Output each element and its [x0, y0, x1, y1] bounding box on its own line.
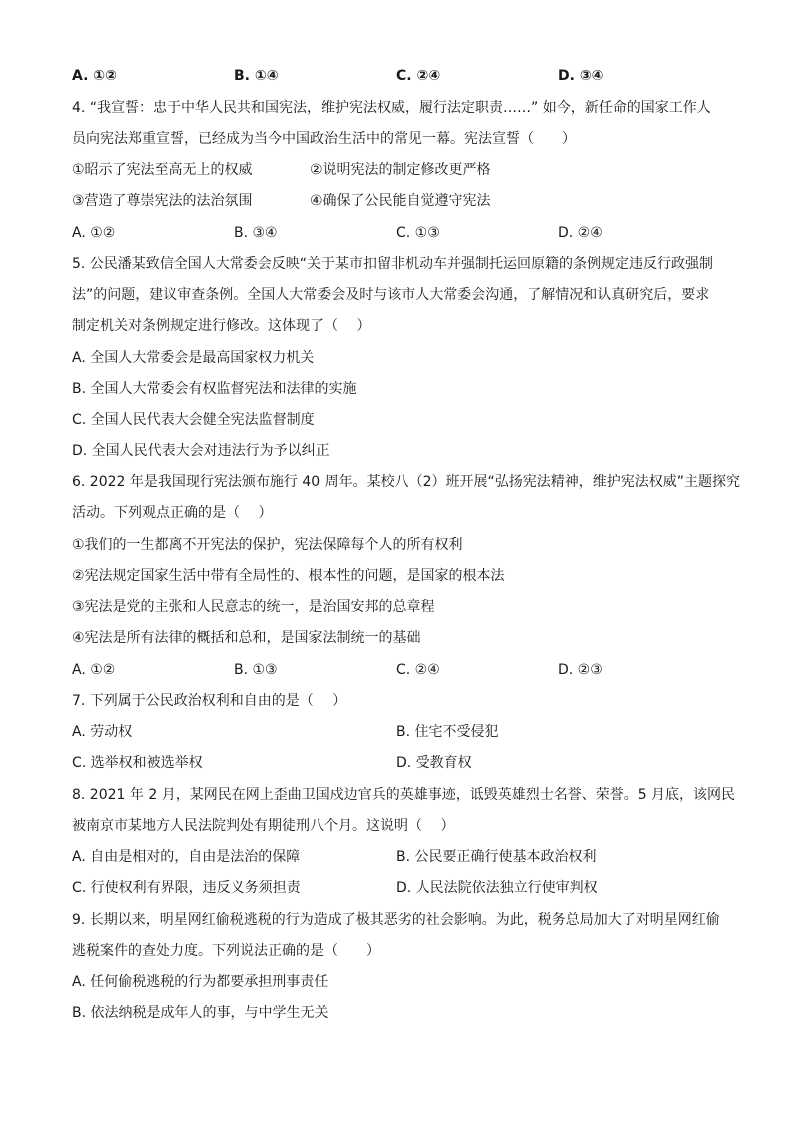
q4-statement-2: ②说明宪法的制定修改更严格 [310, 162, 491, 178]
q8-option-b: B. 公民要正确行使基本政治权利 [396, 849, 597, 865]
q4-statement-4: ④确保了公民能自觉遵守宪法 [310, 193, 491, 209]
q7-option-a: A. 劳动权 [72, 724, 133, 740]
q6-stem-line1: 6. 2022 年是我国现行宪法颁布施行 40 周年。某校八（2）班开展“弘扬宪法精神，维护宪法权威”主题探究 [72, 474, 741, 490]
q4-stem-line1: 4. “我宣誓：忠于中华人民共和国宪法，维护宪法权威，履行法定职责……” 如今，新任命的国家工作人 [72, 100, 711, 116]
q6-statement-4: ④宪法是所有法律的概括和总和，是国家法制统一的基础 [72, 630, 421, 646]
q4-option-a: A. ①② [72, 225, 116, 241]
q6-statement-1: ①我们的一生都离不开宪法的保护，宪法保障每个人的所有权利 [72, 537, 463, 553]
q3-option-c: C. ②④ [396, 68, 441, 84]
q7-option-b: B. 住宅不受侵犯 [396, 724, 499, 740]
q9-stem-line2: 逃税案件的查处力度。下列说法正确的是（ ） [72, 943, 380, 959]
q3-option-b: B. ①④ [234, 68, 279, 84]
q8-option-d: D. 人民法院依法独立行使审判权 [396, 880, 598, 896]
q6-statement-3: ③宪法是党的主张和人民意志的统一，是治国安邦的总章程 [72, 599, 435, 615]
q5-option-b: B. 全国人大常委会有权监督宪法和法律的实施 [72, 381, 357, 397]
q9-stem-line1: 9. 长期以来，明星网红偷税逃税的行为造成了极其恶劣的社会影响。为此，税务总局加大了对明星网红偷 [72, 912, 720, 928]
q5-stem-line2: 法”的问题，建议审查条例。全国人大常委会及时与该市人大常委会沟通，了解情况和认真研究后，要求 [72, 287, 710, 303]
q4-statement-1: ①昭示了宪法至高无上的权威 [72, 162, 253, 178]
q6-option-d: D. ②③ [558, 662, 603, 678]
q6-option-a: A. ①② [72, 662, 116, 678]
q3-option-a: A. ①② [72, 68, 117, 84]
q5-option-c: C. 全国人民代表大会健全宪法监督制度 [72, 412, 315, 428]
q8-stem-line1: 8. 2021 年 2 月，某网民在网上歪曲卫国戍边官兵的英雄事迹，诋毁英雄烈士名誉、荣誉。5 月底，该网民 [72, 787, 736, 803]
q7-stem: 7. 下列属于公民政治权利和自由的是（ ） [72, 693, 347, 709]
q4-stem-line2: 员向宪法郑重宣誓，已经成为当今中国政治生活中的常见一幕。宪法宣誓（ ） [72, 131, 576, 147]
q6-option-b: B. ①③ [234, 662, 278, 678]
q7-option-d: D. 受教育权 [396, 755, 472, 771]
q9-option-a: A. 任何偷税逃税的行为都要承担刑事责任 [72, 974, 329, 990]
q6-statement-2: ②宪法规定国家生活中带有全局性的、根本性的问题，是国家的根本法 [72, 568, 505, 584]
q4-option-d: D. ②④ [558, 225, 603, 241]
q6-option-c: C. ②④ [396, 662, 440, 678]
q5-stem-line1: 5. 公民潘某致信全国人大常委会反映“关于某市扣留非机动车并强制托运回原籍的条例规定违反行政强制 [72, 256, 714, 272]
q9-option-b: B. 依法纳税是成年人的事，与中学生无关 [72, 1005, 329, 1021]
q5-stem-line3: 制定机关对条例规定进行修改。这体现了（ ） [72, 318, 371, 334]
q5-option-a: A. 全国人大常委会是最高国家权力机关 [72, 350, 315, 366]
q4-statement-3: ③营造了尊崇宪法的法治氛围 [72, 193, 253, 209]
q5-option-d: D. 全国人民代表大会对违法行为予以纠正 [72, 443, 330, 459]
q8-stem-line2: 被南京市某地方人民法院判处有期徒刑八个月。这说明（ ） [72, 818, 455, 834]
q4-option-b: B. ③④ [234, 225, 278, 241]
q6-stem-line2: 活动。下列观点正确的是（ ） [72, 505, 273, 521]
q8-option-a: A. 自由是相对的，自由是法治的保障 [72, 849, 301, 865]
q8-option-c: C. 行使权利有界限，违反义务须担责 [72, 880, 301, 896]
q4-option-c: C. ①③ [396, 225, 440, 241]
q3-option-d: D. ③④ [558, 68, 604, 84]
q7-option-c: C. 选举权和被选举权 [72, 755, 203, 771]
